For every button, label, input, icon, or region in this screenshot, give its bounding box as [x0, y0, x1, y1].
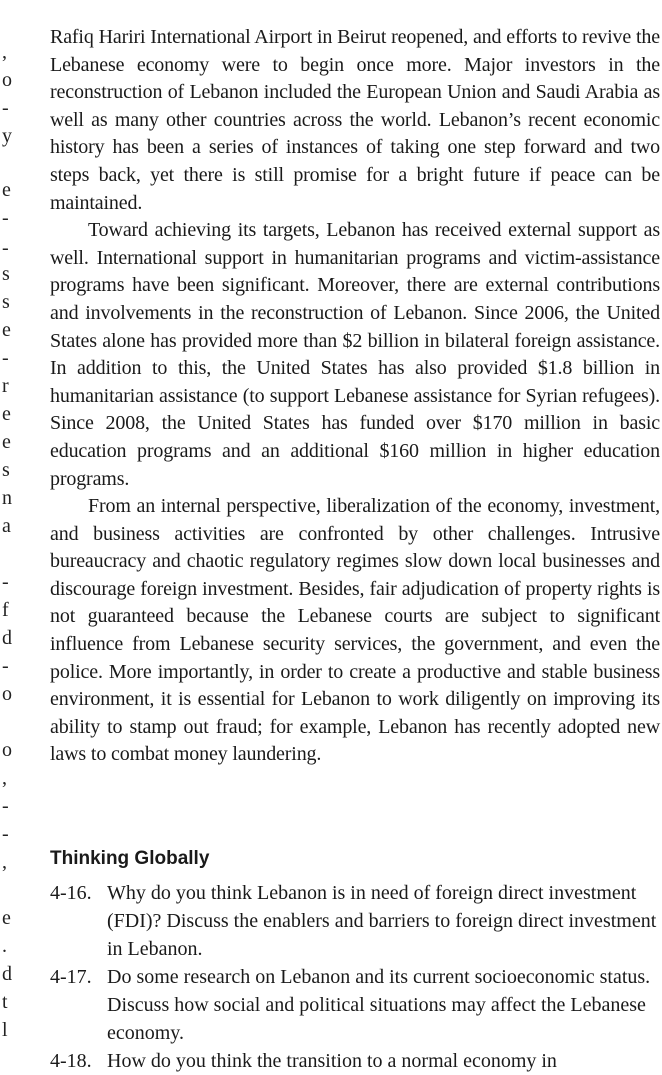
margin-glyph: e [2, 431, 11, 453]
body-paragraph: Toward achieving its targets, Lebanon has received external support as well. International support in humanitarian programs and victim-assistance programs have been significant. Moreover, there are external contributions and involvements in the reconstruction of Lebanon. Since 2006, the United States alone has provided more than $2 billion in bilateral foreign assistance. In addition to this, the United States has also provided $1.8 billion in humanitarian assistance (to support Lebanese assistance for Syrian refugees). Since 2008, the United States has funded over $170 million in basic education programs and an additional $160 million in higher education programs. [50, 219, 660, 490]
margin-glyph: a [2, 515, 11, 537]
question-text: How do you think the transition to a normal economy in [107, 1050, 557, 1072]
margin-glyph: - [2, 207, 9, 229]
question-number: 4-18. [50, 1050, 92, 1072]
margin-glyph: , [2, 41, 7, 63]
margin-glyph: l [2, 1019, 8, 1041]
margin-glyph: e [2, 403, 11, 425]
margin-glyph: - [2, 237, 9, 259]
margin-glyph: o [2, 69, 12, 91]
margin-glyph: d [2, 963, 12, 985]
body-paragraph: Rafiq Hariri International Airport in Beirut reopened, and efforts to revive the Lebanese economy were to begin once more. Major investors in the reconstruction of Lebanon included the European Union and Saudi Arabia as well as many other countries across the world. Lebanon’s recent economic history has been a series of instances of taking one step forward and two steps back, yet there is still promise for a bright future if peace can be maintained. [50, 26, 660, 214]
margin-glyph: - [2, 823, 9, 845]
margin-glyph: o [2, 739, 12, 761]
section-heading: Thinking Globally [50, 848, 210, 869]
margin-glyph: n [2, 487, 12, 509]
margin-glyph: o [2, 683, 12, 705]
margin-glyph: - [2, 571, 9, 593]
margin-glyph: f [2, 599, 9, 621]
body-paragraph: From an internal perspective, liberalization of the economy, investment, and business activities are confronted by other challenges. Intrusive bureaucracy and chaotic regulatory regimes slow down local businesses and discourage foreign investment. Besides, fair adjudication of property rights is not guaranteed because the Lebanese courts are subject to significant influence from Lebanese security services, the government, and even the police. More importantly, in order to create a productive and stable business environment, it is essential for Lebanon to work diligently on improving its ability to stamp out fraud; for example, Lebanon has recently adopted new laws to combat money laundering. [50, 495, 660, 766]
question-number: 4-16. [50, 882, 92, 904]
question-item [50, 963, 660, 1047]
margin-glyph: y [2, 125, 12, 147]
question-text: Why do you think Lebanon is in need of foreign direct investment (FDI)? Discuss the enablers and barriers to foreign direct investment in Lebanon. [107, 882, 657, 960]
margin-glyph: s [2, 459, 10, 481]
margin-glyph: . [2, 935, 7, 957]
question-item [50, 879, 660, 963]
margin-glyph: - [2, 97, 9, 119]
margin-glyph: - [2, 795, 9, 817]
question-list [50, 879, 660, 1075]
margin-glyph: , [2, 767, 7, 789]
margin-glyph: e [2, 319, 11, 341]
margin-glyph: r [2, 375, 9, 397]
margin-glyph: - [2, 347, 9, 369]
question-number: 4-17. [50, 966, 92, 988]
margin-glyph: s [2, 291, 10, 313]
margin-glyph: e [2, 907, 11, 929]
margin-glyph: d [2, 627, 12, 649]
question-item [50, 1047, 660, 1075]
margin-glyph: t [2, 991, 8, 1013]
margin-glyph: , [2, 851, 7, 873]
margin-glyph: s [2, 263, 10, 285]
margin-glyph: - [2, 655, 9, 677]
previous-page-margin-fragments [0, 0, 14, 1061]
margin-glyph: e [2, 179, 11, 201]
body-text [50, 24, 660, 769]
question-text: Do some research on Lebanon and its current socioeconomic status. Discuss how social and political situations may affect the Lebanese economy. [107, 966, 651, 1044]
